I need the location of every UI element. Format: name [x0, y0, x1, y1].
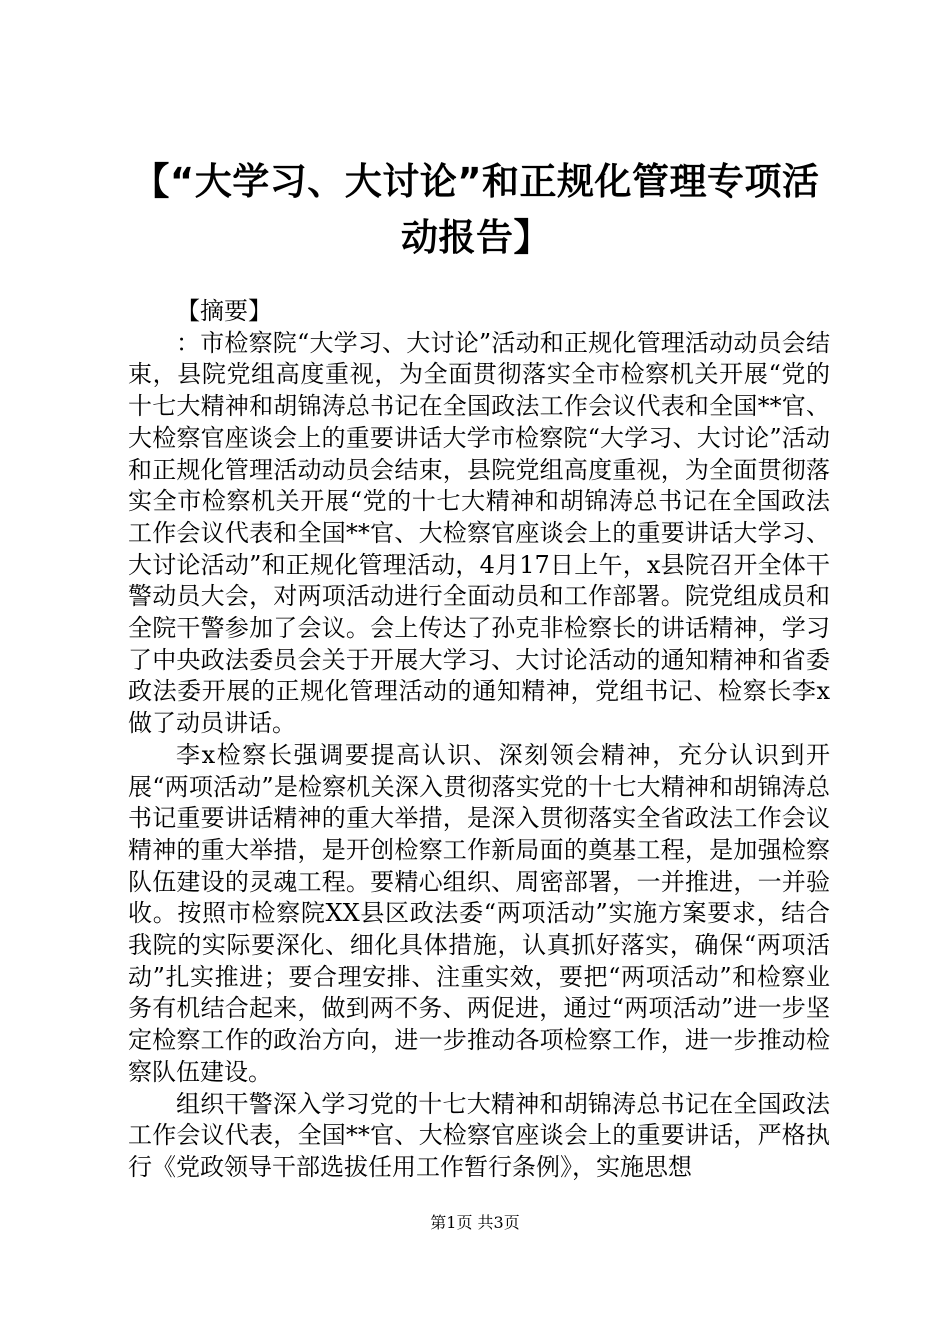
summary-label: 【摘要】	[176, 297, 272, 325]
document-title: 【“大学习、大讨论”和正规化管理专项活动报告】	[132, 160, 820, 259]
paragraph-2: 李x检察长强调要提高认识、深刻领会精神，充分认识到开展“两项活动”是检察机关深入贯彻落实党的十七大精神和胡锦涛总书记重要讲话精神的重大举措，是深入贯彻落实全省政法工作会议精神的重大举措，是开创检察工作新局面的奠基工程，是加强检察队伍建设的灵魂工程。要精心组织、周密部署，一并推进，一并验收。按照市检察院XX县区政法委“两项活动”实施方案要求，结合我院的实际要深化、细化具体措施，认真抓好落实，确保“两项活动”扎实推进；要合理安排、注重实效，要把“两项活动”和检察业务有机结合起来，做到两不务、两促进，通过“两项活动”进一步坚定检察工作的政治方向，进一步推动各项检察工作，进一步推动检察队伍建设。	[128, 740, 830, 1086]
paragraph-3: 组织干警深入学习党的十七大精神和胡锦涛总书记在全国政法工作会议代表，全国**官、大检察官座谈会上的重要讲话，严格执行《党政领导干部选拔任用工作暂行条例》，实施思想	[128, 1089, 830, 1181]
document-body	[128, 296, 830, 1184]
paragraph-1: ：市检察院“大学习、大讨论”活动和正规化管理活动动员会结束，县院党组高度重视，为全面贯彻落实全市检察机关开展“党的十七大精神和胡锦涛总书记在全国政法工作会议代表和全国**官、大检察官座谈会上的重要讲话大学市检察院“大学习、大讨论”活动和正规化管理活动动员会结束，县院党组高度重视，为全面贯彻落实全市检察机关开展“党的十七大精神和胡锦涛总书记在全国政法工作会议代表和全国**官、大检察官座谈会上的重要讲话大学习、大讨论活动”和正规化管理活动，4月17日上午，x县院召开全体干警动员大会，对两项活动进行全面动员和工作部署。院党组成员和全院干警参加了会议。会上传达了孙克非检察长的讲话精神，学习了中央政法委员会关于开展大学习、大讨论活动的通知精神和省委政法委开展的正规化管理活动的通知精神，党组书记、检察长李x做了动员讲话。	[128, 328, 830, 738]
page-footer: 第1页 共3页	[430, 1213, 520, 1232]
